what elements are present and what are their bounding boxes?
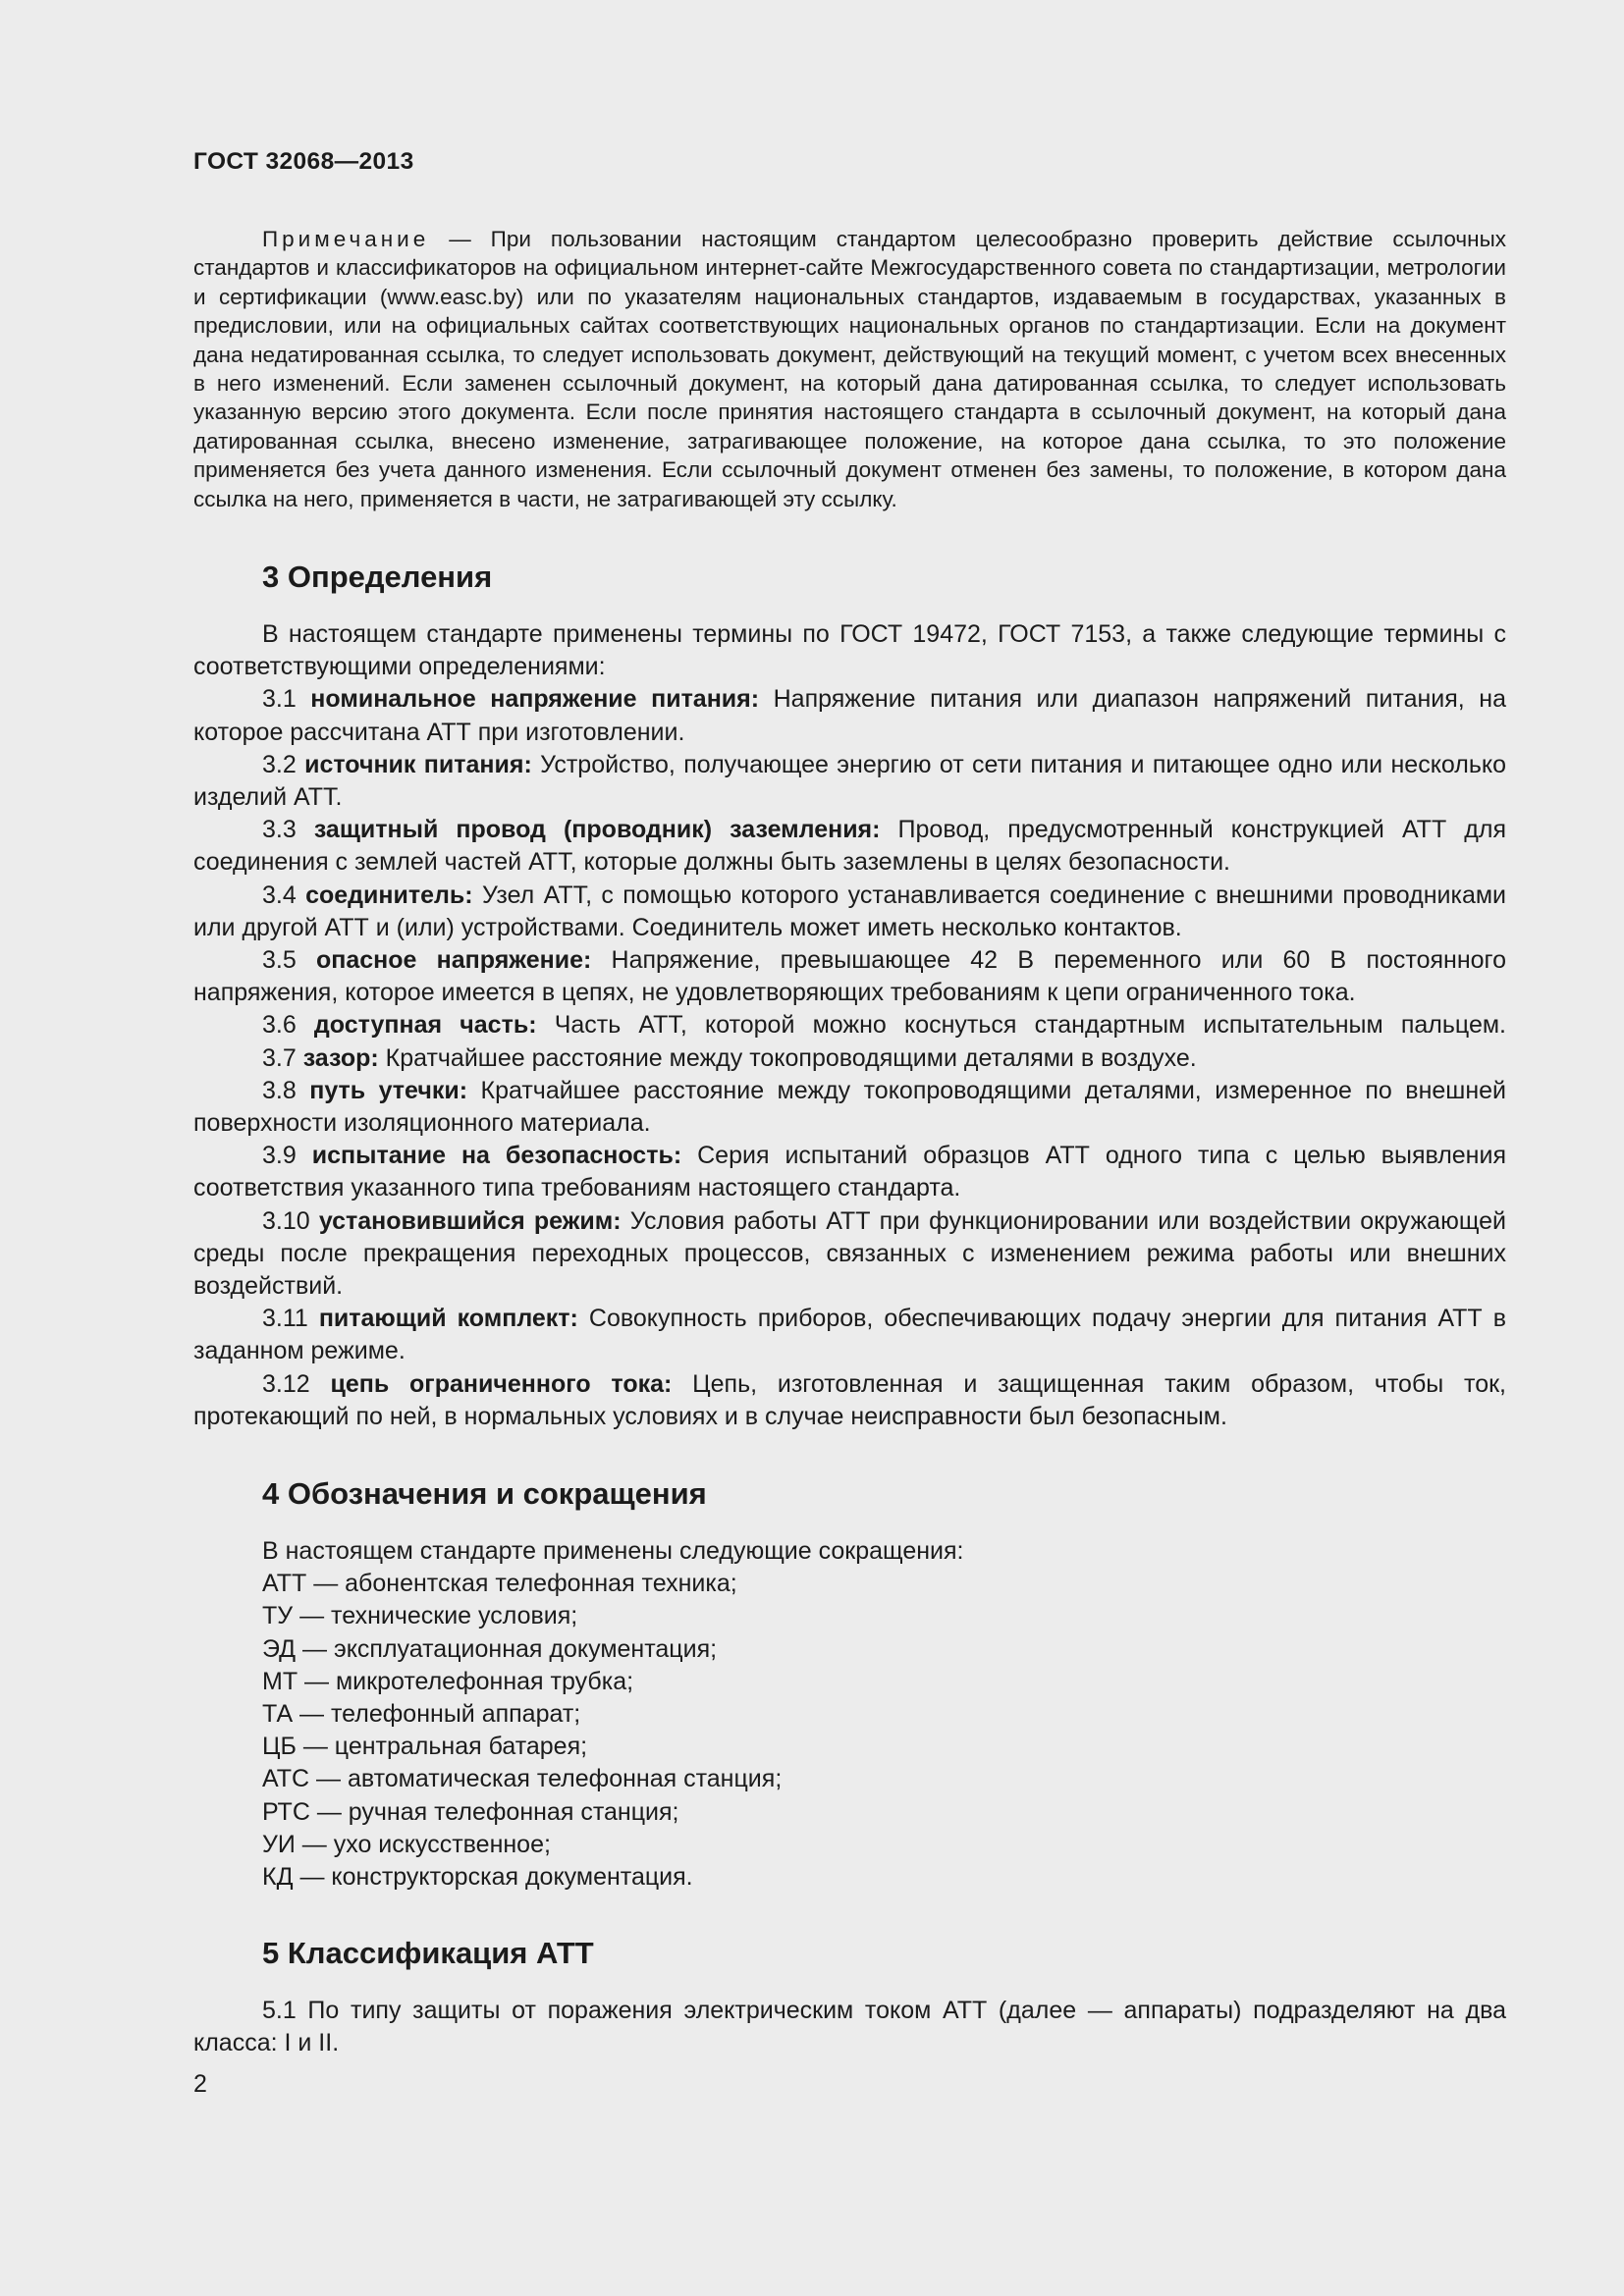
document-header: ГОСТ 32068—2013 xyxy=(193,148,414,175)
definition-number: 3.7 xyxy=(262,1043,303,1072)
definition-term: доступная часть: xyxy=(313,1011,537,1040)
definition-term: соединитель: xyxy=(305,881,473,909)
definition-3-6 xyxy=(193,1009,1506,1041)
definition-term: источник питания: xyxy=(304,750,532,778)
definition-text: Кратчайшее расстояние между токопроводящими деталями в воздухе. xyxy=(378,1043,1197,1072)
definition-text: Условия работы АТТ при функционировании или воздействии окружающей среды после прекращения переходных процессов, связанных с изменением режима работы или внешних воздействий. xyxy=(193,1206,1506,1301)
list-item: ЭД — эксплуатационная документация; xyxy=(262,1634,718,1663)
definition-term: испытание на безопасность: xyxy=(311,1142,682,1170)
definition-text: Серия испытаний образцов АТТ одного типа с целью выявления соответствия указанного типа требованиям настоящего стандарта. xyxy=(193,1142,1506,1202)
note-label: Примечание xyxy=(262,227,430,251)
list-item: АТТ — абонентская телефонная техника; xyxy=(262,1570,737,1598)
definition-text: Устройство, получающее энергию от сети питания и питающее одно или несколько изделий АТТ. xyxy=(193,750,1507,812)
section-5-body xyxy=(193,1995,1506,2059)
definition-3-1 xyxy=(193,683,1506,748)
list-item: ТА — телефонный аппарат; xyxy=(262,1700,581,1729)
note-text: — При пользовании настоящим стандартом целесообразно проверить действие ссылочных стандартов и классификаторов на официальном интернет-сайте Межгосударственного совета по стандартизации, метрологии и сертификации (www.easc.by) или по указателям национальных стандартов, издаваемым в государствах, указанных в предисловии, или на официальных сайтах соответствующих национальных органов по стандартизации. Если на документ дана недатированная ссылка, то следует использовать документ, действующий на текущий момент, с учетом всех внесенных в него изменений. Если заменен ссылочный документ, на который дана датированная ссылка, то следует использовать указанную версию этого документа. Если после принятия настоящего стандарта в ссылочный документ, на который дана датированная ссылка, внесено изменение, затрагивающее положение, на которое дана ссылка, то это положение применяется без учета данного изменения. Если ссылочный документ отменен без замены, то положение, в котором дана ссылка на него, применяется в части, не затрагивающей эту ссылку. xyxy=(193,227,1506,511)
section-5-title: 5 Классификация АТТ xyxy=(262,1936,594,1970)
definition-term: питающий комплект: xyxy=(318,1305,578,1333)
section-4-title: 4 Обозначения и сокращения xyxy=(262,1476,707,1511)
definition-term: зазор: xyxy=(302,1043,379,1072)
definition-3-3 xyxy=(193,814,1506,879)
list-item: ЦБ — центральная батарея; xyxy=(262,1733,588,1761)
list-item: В настоящем стандарте применены следующие сокращения: xyxy=(262,1537,964,1565)
definition-3-11 xyxy=(193,1303,1506,1367)
definition-text: Провод, предусмотренный конструкцией АТТ для соединения с землей частей АТТ, которые должны быть заземлены в целях безопасности. xyxy=(193,816,1506,877)
definition-text: Совокупность приборов, обеспечивающих подачу энергии для питания АТТ в заданном режиме. xyxy=(193,1305,1506,1365)
definition-3-2 xyxy=(193,749,1506,814)
definition-term: опасное напряжение: xyxy=(315,946,592,975)
definition-text: Часть АТТ, которой можно коснуться стандартным испытательным пальцем. xyxy=(536,1011,1506,1040)
page-number: 2 xyxy=(193,2070,207,2098)
section-3-title: 3 Определения xyxy=(262,560,493,594)
definition-3-4 xyxy=(193,880,1506,944)
section-3-body xyxy=(193,618,1506,1433)
definition-text: Напряжение, превышающее 42 В переменного или 60 В постоянного напряжения, которое имеется в цепях, не удовлетворяющих требованиям к цепи ограниченного тока. xyxy=(193,946,1506,1007)
definition-number: 3.10 xyxy=(262,1206,319,1235)
definition-3-5 xyxy=(193,944,1506,1009)
list-item: УИ — ухо искусственное; xyxy=(262,1830,551,1858)
definition-number: 3.6 xyxy=(262,1011,314,1040)
definition-number: 3.1 xyxy=(262,685,311,714)
list-item: АТС — автоматическая телефонная станция; xyxy=(262,1765,783,1793)
definition-term: защитный провод (проводник) заземления: xyxy=(313,816,881,844)
definition-3-12 xyxy=(193,1368,1506,1433)
definition-number: 3.11 xyxy=(262,1305,319,1333)
definition-number: 3.5 xyxy=(262,946,316,975)
definition-term: цепь ограниченного тока: xyxy=(330,1369,673,1398)
definition-3-10 xyxy=(193,1205,1506,1304)
definition-text: Узел АТТ, с помощью которого устанавливается соединение с внешними проводниками или другой АТТ и (или) устройствами. Соединитель может иметь несколько контактов. xyxy=(193,881,1507,941)
definition-text: Напряжение питания или диапазон напряжений питания, на которое рассчитана АТТ при изготовлении. xyxy=(193,685,1506,746)
definition-number: 3.12 xyxy=(262,1369,331,1398)
list-item: МТ — микротелефонная трубка; xyxy=(262,1667,634,1695)
reference-note xyxy=(193,225,1506,513)
abbreviation-list xyxy=(262,1535,963,1894)
list-item: РТС — ручная телефонная станция; xyxy=(262,1797,679,1826)
list-item: КД — конструкторская документация. xyxy=(262,1863,693,1892)
definition-number: 3.9 xyxy=(262,1142,312,1170)
definition-text: Кратчайшее расстояние между токопроводящими деталями, измеренное по внешней поверхности изоляционного материала. xyxy=(193,1076,1507,1138)
section-3-intro: В настоящем стандарте применены термины по ГОСТ 19472, ГОСТ 7153, а также следующие термины с соответствующими определениями: xyxy=(193,620,1506,681)
definition-term: номинальное напряжение питания: xyxy=(310,685,760,714)
definition-3-9 xyxy=(193,1140,1506,1204)
paragraph-5-1: 5.1 По типу защиты от поражения электрическим током АТТ (далее — аппараты) подразделяют на два класса: I и II. xyxy=(193,1997,1506,2057)
definition-number: 3.3 xyxy=(262,816,314,844)
definition-3-7 xyxy=(193,1042,1506,1075)
list-item: ТУ — технические условия; xyxy=(262,1602,578,1630)
definition-number: 3.8 xyxy=(262,1076,310,1104)
definition-term: путь утечки: xyxy=(309,1076,468,1104)
definition-term: установившийся режим: xyxy=(318,1206,622,1235)
definition-number: 3.4 xyxy=(262,881,306,909)
definition-text: Цепь, изготовленная и защищенная таким образом, чтобы ток, протекающий по ней, в нормальных условиях и в случае неисправности был безопасным. xyxy=(193,1369,1506,1430)
definition-3-8 xyxy=(193,1075,1506,1140)
definition-number: 3.2 xyxy=(262,750,305,778)
